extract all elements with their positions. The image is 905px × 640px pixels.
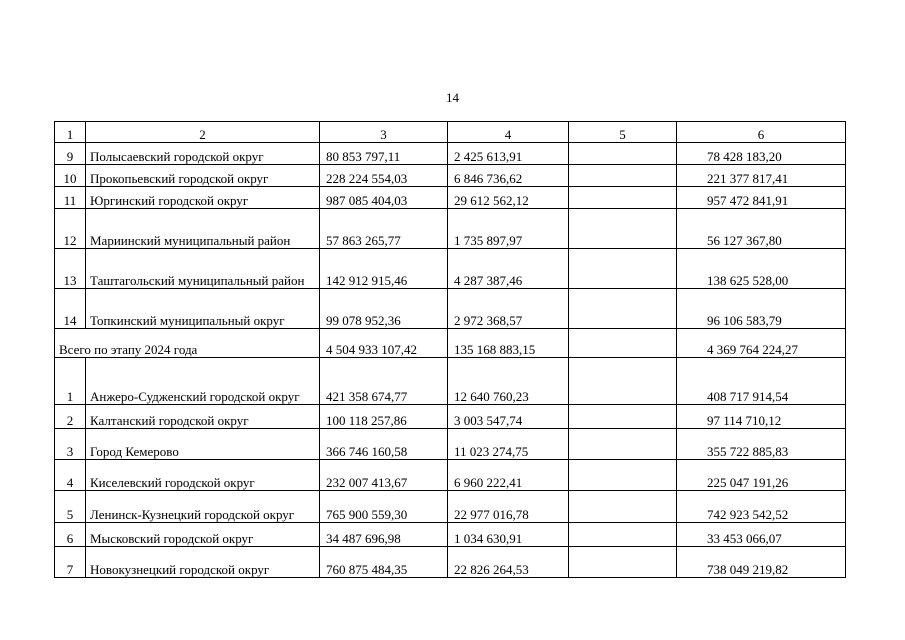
value-col6: 742 923 542,52 bbox=[677, 491, 846, 523]
header-cell: 3 bbox=[320, 122, 448, 143]
value-col4: 22 826 264,53 bbox=[448, 547, 569, 578]
value-col5 bbox=[569, 358, 677, 405]
value-col5 bbox=[569, 143, 677, 165]
row-number: 14 bbox=[55, 289, 86, 329]
value-col5 bbox=[569, 249, 677, 289]
value-col3: 987 085 404,03 bbox=[320, 187, 448, 209]
value-col4: 12 640 760,23 bbox=[448, 358, 569, 405]
table-row bbox=[55, 491, 846, 523]
value-col3: 228 224 554,03 bbox=[320, 165, 448, 187]
value-col5 bbox=[569, 491, 677, 523]
value-col6: 56 127 367,80 bbox=[677, 209, 846, 249]
row-number: 6 bbox=[55, 523, 86, 547]
value-col3: 142 912 915,46 bbox=[320, 249, 448, 289]
total-col4: 135 168 883,15 bbox=[448, 329, 569, 358]
municipality-name: Анжеро-Судженский городской округ bbox=[86, 358, 320, 405]
value-col4: 6 960 222,41 bbox=[448, 460, 569, 491]
table-row bbox=[55, 187, 846, 209]
municipality-name: Новокузнецкий городской округ bbox=[86, 547, 320, 578]
value-col5 bbox=[569, 429, 677, 460]
table-row bbox=[55, 460, 846, 491]
value-col6: 97 114 710,12 bbox=[677, 405, 846, 429]
value-col4: 3 003 547,74 bbox=[448, 405, 569, 429]
municipality-name: Полысаевский городской округ bbox=[86, 143, 320, 165]
header-cell: 6 bbox=[677, 122, 846, 143]
value-col5 bbox=[569, 547, 677, 578]
municipality-name: Мысковский городской округ bbox=[86, 523, 320, 547]
municipality-name: Прокопьевский городской округ bbox=[86, 165, 320, 187]
municipality-name: Юргинский городской округ bbox=[86, 187, 320, 209]
value-col5 bbox=[569, 460, 677, 491]
value-col6: 138 625 528,00 bbox=[677, 249, 846, 289]
header-cell: 4 bbox=[448, 122, 569, 143]
header-row bbox=[55, 122, 846, 143]
value-col4: 1 735 897,97 bbox=[448, 209, 569, 249]
value-col6: 78 428 183,20 bbox=[677, 143, 846, 165]
value-col4: 2 972 368,57 bbox=[448, 289, 569, 329]
value-col4: 11 023 274,75 bbox=[448, 429, 569, 460]
value-col3: 57 863 265,77 bbox=[320, 209, 448, 249]
table-row bbox=[55, 405, 846, 429]
value-col5 bbox=[569, 209, 677, 249]
value-col3: 421 358 674,77 bbox=[320, 358, 448, 405]
value-col6: 225 047 191,26 bbox=[677, 460, 846, 491]
row-number: 2 bbox=[55, 405, 86, 429]
value-col6: 738 049 219,82 bbox=[677, 547, 846, 578]
value-col5 bbox=[569, 289, 677, 329]
municipality-name: Калтанский городской округ bbox=[86, 405, 320, 429]
value-col6: 957 472 841,91 bbox=[677, 187, 846, 209]
row-number: 3 bbox=[55, 429, 86, 460]
value-col5 bbox=[569, 187, 677, 209]
table-row bbox=[55, 249, 846, 289]
table-row bbox=[55, 143, 846, 165]
total-label: Всего по этапу 2024 года bbox=[55, 329, 320, 358]
value-col4: 2 425 613,91 bbox=[448, 143, 569, 165]
row-number: 1 bbox=[55, 358, 86, 405]
row-number: 11 bbox=[55, 187, 86, 209]
table-row bbox=[55, 547, 846, 578]
value-col3: 765 900 559,30 bbox=[320, 491, 448, 523]
value-col5 bbox=[569, 523, 677, 547]
table-row bbox=[55, 523, 846, 547]
value-col3: 100 118 257,86 bbox=[320, 405, 448, 429]
row-number: 9 bbox=[55, 143, 86, 165]
table-row bbox=[55, 358, 846, 405]
row-number: 4 bbox=[55, 460, 86, 491]
data-table bbox=[54, 121, 846, 578]
table-row bbox=[55, 209, 846, 249]
table-row bbox=[55, 165, 846, 187]
value-col3: 760 875 484,35 bbox=[320, 547, 448, 578]
value-col3: 232 007 413,67 bbox=[320, 460, 448, 491]
value-col4: 4 287 387,46 bbox=[448, 249, 569, 289]
row-number: 10 bbox=[55, 165, 86, 187]
value-col4: 6 846 736,62 bbox=[448, 165, 569, 187]
total-col5 bbox=[569, 329, 677, 358]
table-row bbox=[55, 429, 846, 460]
municipality-name: Топкинский муниципальный округ bbox=[86, 289, 320, 329]
header-cell: 5 bbox=[569, 122, 677, 143]
row-number: 7 bbox=[55, 547, 86, 578]
value-col4: 29 612 562,12 bbox=[448, 187, 569, 209]
page-number: 14 bbox=[446, 90, 459, 105]
value-col6: 408 717 914,54 bbox=[677, 358, 846, 405]
municipality-name: Город Кемерово bbox=[86, 429, 320, 460]
table-row bbox=[55, 289, 846, 329]
value-col6: 221 377 817,41 bbox=[677, 165, 846, 187]
value-col5 bbox=[569, 405, 677, 429]
value-col4: 22 977 016,78 bbox=[448, 491, 569, 523]
municipality-name: Мариинский муниципальный район bbox=[86, 209, 320, 249]
value-col6: 33 453 066,07 bbox=[677, 523, 846, 547]
value-col4: 1 034 630,91 bbox=[448, 523, 569, 547]
header-cell: 1 bbox=[55, 122, 86, 143]
value-col6: 96 106 583,79 bbox=[677, 289, 846, 329]
row-number: 13 bbox=[55, 249, 86, 289]
value-col5 bbox=[569, 165, 677, 187]
header-cell: 2 bbox=[86, 122, 320, 143]
total-col3: 4 504 933 107,42 bbox=[320, 329, 448, 358]
value-col3: 80 853 797,11 bbox=[320, 143, 448, 165]
municipality-name: Киселевский городской округ bbox=[86, 460, 320, 491]
total-col6: 4 369 764 224,27 bbox=[677, 329, 846, 358]
total-row bbox=[55, 329, 846, 358]
municipality-name: Ленинск-Кузнецкий городской округ bbox=[86, 491, 320, 523]
row-number: 5 bbox=[55, 491, 86, 523]
municipality-name: Таштагольский муниципальный район bbox=[86, 249, 320, 289]
value-col3: 34 487 696,98 bbox=[320, 523, 448, 547]
value-col3: 99 078 952,36 bbox=[320, 289, 448, 329]
row-number: 12 bbox=[55, 209, 86, 249]
value-col6: 355 722 885,83 bbox=[677, 429, 846, 460]
value-col3: 366 746 160,58 bbox=[320, 429, 448, 460]
